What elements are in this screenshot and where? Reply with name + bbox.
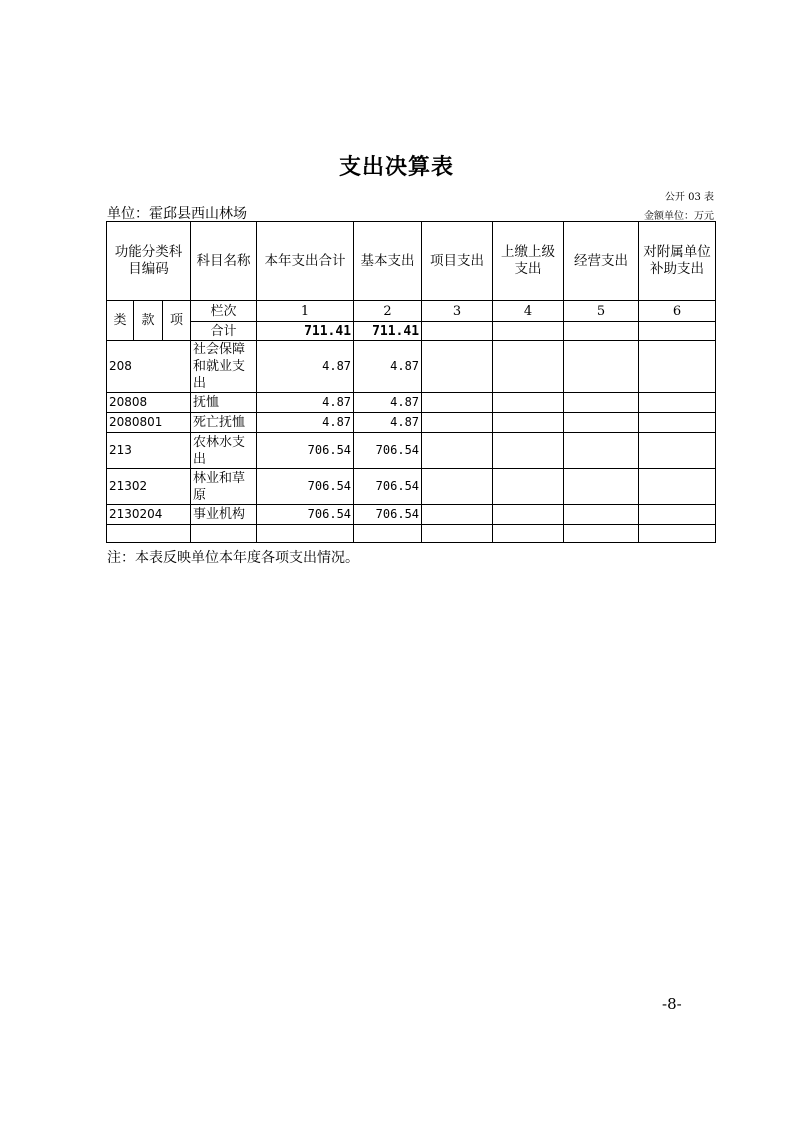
table-row bbox=[107, 393, 716, 413]
row-col1: 706.54 bbox=[257, 433, 354, 469]
row-code: 20808 bbox=[107, 393, 191, 413]
page-title: 支出决算表 bbox=[338, 155, 454, 180]
amount-unit: 金额单位：万元 bbox=[644, 211, 714, 222]
total-label: 合计 bbox=[191, 322, 257, 341]
expenditure-table bbox=[106, 221, 716, 543]
table-row bbox=[107, 413, 716, 433]
col-num-4: 4 bbox=[493, 301, 564, 322]
row-name: 死亡抚恤 bbox=[191, 413, 257, 433]
row-name: 农林水支出 bbox=[191, 433, 257, 469]
row-col1: 4.87 bbox=[257, 413, 354, 433]
table-row bbox=[107, 433, 716, 469]
header-project-expenditure: 项目支出 bbox=[422, 222, 493, 301]
col-num-1: 1 bbox=[257, 301, 354, 322]
header-subject-name: 科目名称 bbox=[191, 222, 257, 301]
total-col2: 711.41 bbox=[354, 322, 422, 341]
row-col2: 706.54 bbox=[354, 469, 422, 505]
row-name: 林业和草原 bbox=[191, 469, 257, 505]
table-row bbox=[107, 341, 716, 393]
table-row bbox=[107, 505, 716, 525]
header-business-expenditure: 经营支出 bbox=[564, 222, 639, 301]
empty-row bbox=[107, 525, 716, 543]
row-code: 2130204 bbox=[107, 505, 191, 525]
row-name: 事业机构 bbox=[191, 505, 257, 525]
row-col1: 706.54 bbox=[257, 469, 354, 505]
page-number: -8- bbox=[662, 995, 682, 1013]
row-name: 社会保障和就业支出 bbox=[191, 341, 257, 393]
column-number-row bbox=[107, 301, 716, 322]
header-total-expenditure: 本年支出合计 bbox=[257, 222, 354, 301]
table-note: 注：本表反映单位本年度各项支出情况。 bbox=[107, 550, 359, 566]
header-xiang: 项 bbox=[163, 301, 191, 341]
total-row bbox=[107, 322, 716, 341]
row-col2: 706.54 bbox=[354, 505, 422, 525]
row-col1: 4.87 bbox=[257, 393, 354, 413]
row-col2: 706.54 bbox=[354, 433, 422, 469]
header-subsidiary-subsidy: 对附属单位补助支出 bbox=[639, 222, 716, 301]
header-kuan: 款 bbox=[134, 301, 163, 341]
row-col2: 4.87 bbox=[354, 341, 422, 393]
col-num-6: 6 bbox=[639, 301, 716, 322]
col-num-3: 3 bbox=[422, 301, 493, 322]
col-num-2: 2 bbox=[354, 301, 422, 322]
row-name: 抚恤 bbox=[191, 393, 257, 413]
unit-label: 单位：霍邱县西山林场 bbox=[107, 206, 247, 222]
header-basic-expenditure: 基本支出 bbox=[354, 222, 422, 301]
header-lei: 类 bbox=[107, 301, 134, 341]
form-number: 公开 03 表 bbox=[664, 192, 714, 203]
header-remit-superior: 上缴上级支出 bbox=[493, 222, 564, 301]
row-code: 2080801 bbox=[107, 413, 191, 433]
total-col1: 711.41 bbox=[257, 322, 354, 341]
table-row bbox=[107, 469, 716, 505]
header-func-code: 功能分类科目编码 bbox=[107, 222, 191, 301]
header-row bbox=[107, 222, 716, 301]
row-code: 213 bbox=[107, 433, 191, 469]
header-lanci: 栏次 bbox=[191, 301, 257, 322]
row-col2: 4.87 bbox=[354, 393, 422, 413]
row-code: 208 bbox=[107, 341, 191, 393]
row-code: 21302 bbox=[107, 469, 191, 505]
row-col1: 4.87 bbox=[257, 341, 354, 393]
row-col1: 706.54 bbox=[257, 505, 354, 525]
col-num-5: 5 bbox=[564, 301, 639, 322]
row-col2: 4.87 bbox=[354, 413, 422, 433]
